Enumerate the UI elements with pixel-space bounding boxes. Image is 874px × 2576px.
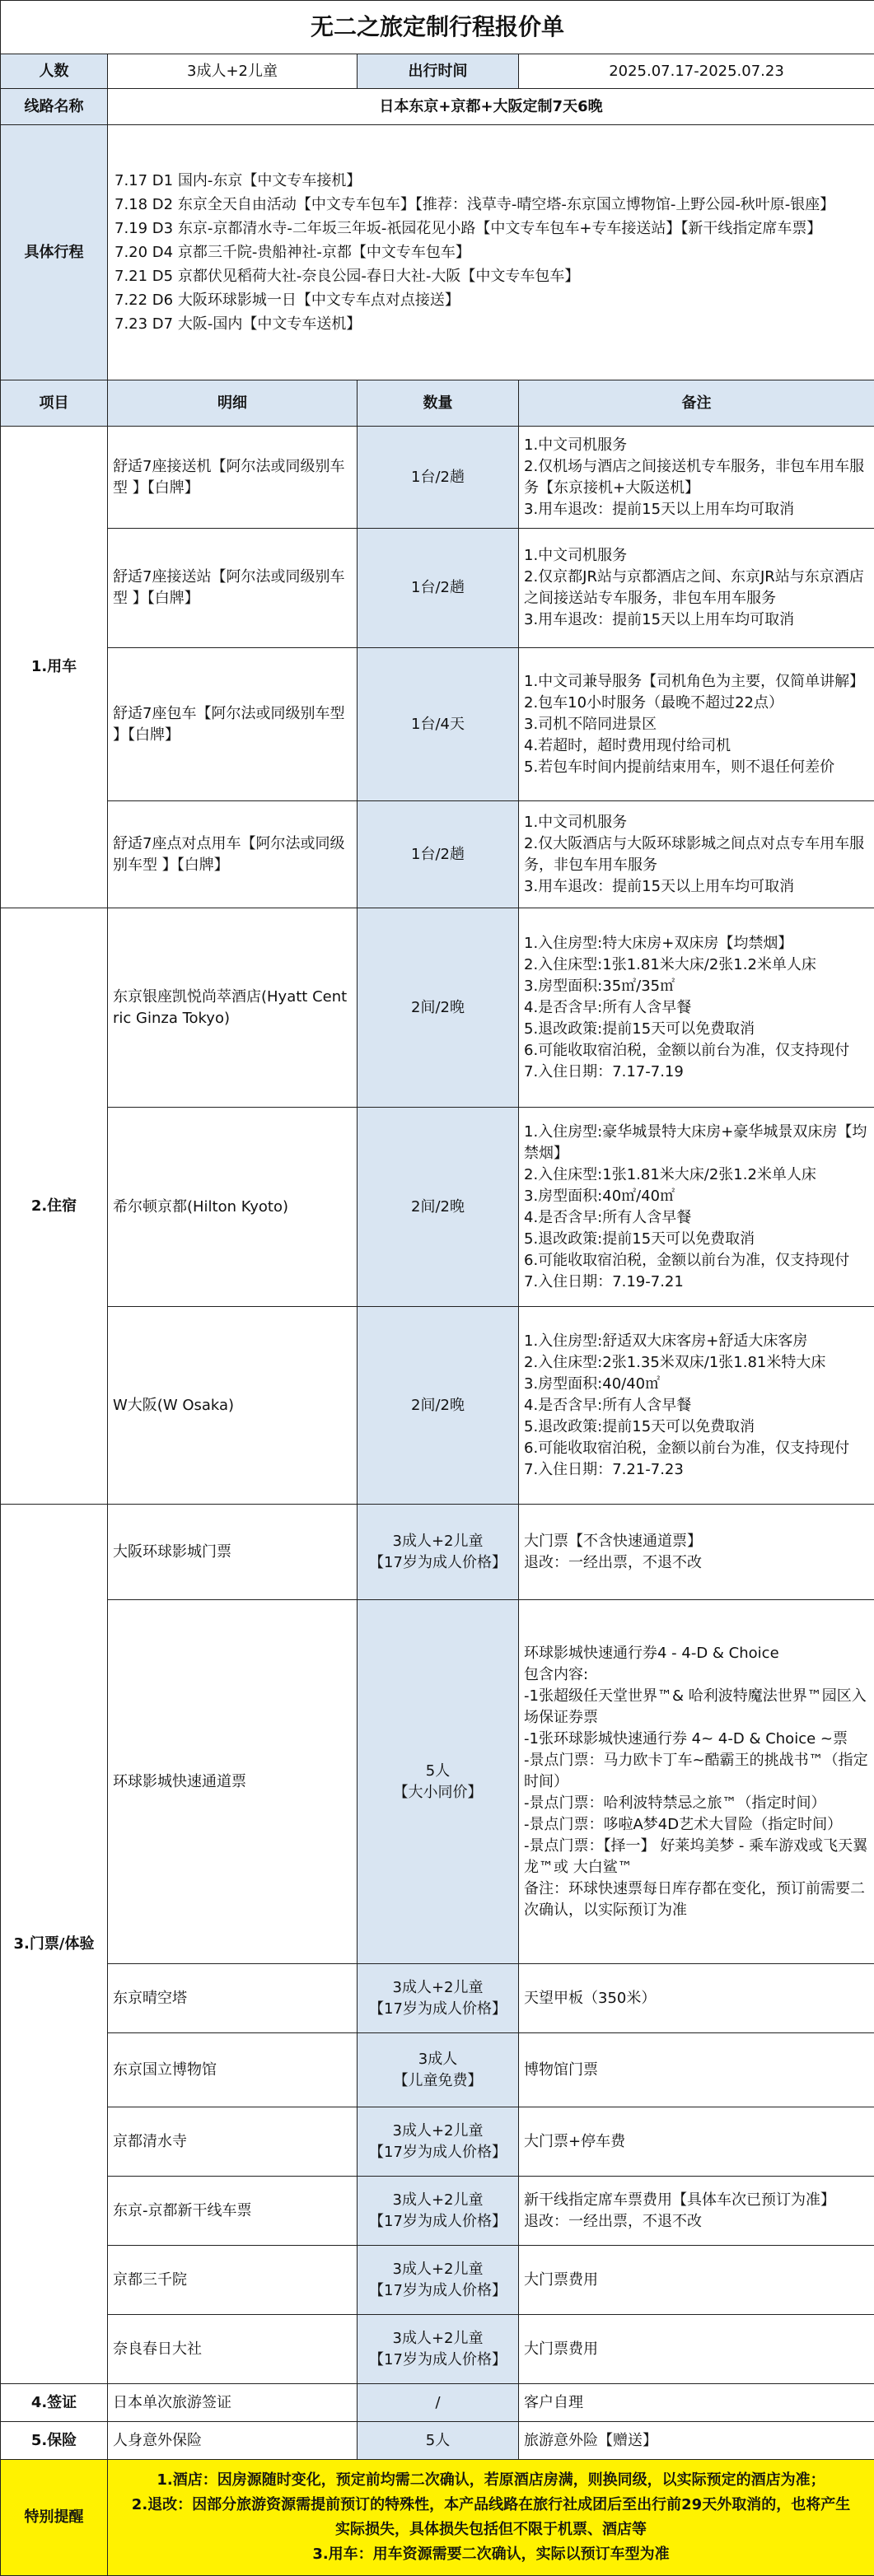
route-value: 日本东京+京都+大阪定制7天6晚 — [108, 89, 874, 125]
people-value: 3成人+2儿童 — [108, 54, 358, 89]
row-detail: 日本单次旅游签证 — [108, 2384, 358, 2422]
row-detail: 奈良春日大社 — [108, 2315, 358, 2384]
row-detail: 京都清水寺 — [108, 2107, 358, 2177]
header-detail: 明细 — [108, 380, 358, 427]
row-qty: 1台/2趟 — [358, 529, 519, 648]
row-detail: 东京国立博物馆 — [108, 2033, 358, 2107]
row-qty: 2间/2晚 — [358, 1108, 519, 1307]
table-row — [1, 2384, 874, 2422]
row-detail: 舒适7座点对点用车【阿尔法或同级别车型 】【白牌】 — [108, 801, 358, 908]
section-label-car: 1.用车 — [1, 427, 108, 908]
row-qty: 2间/2晚 — [358, 908, 519, 1108]
table-row — [1, 2246, 874, 2315]
row-detail: 环球影城快速通道票 — [108, 1600, 358, 1964]
table-row — [1, 2315, 874, 2384]
notice-label: 特别提醒 — [1, 2460, 108, 2576]
row-detail: 东京-京都新干线车票 — [108, 2177, 358, 2246]
section-label-visa: 4.签证 — [1, 2384, 108, 2422]
table-row — [1, 648, 874, 801]
table-row — [1, 427, 874, 529]
row-detail: 希尔顿京都(Hilton Kyoto) — [108, 1108, 358, 1307]
row-qty: 3成人+2儿童 【17岁为成人价格】 — [358, 2177, 519, 2246]
table-row — [1, 1108, 874, 1307]
row-remark: 大门票费用 — [519, 2315, 874, 2384]
table-row — [1, 1600, 874, 1964]
table-row — [1, 2033, 874, 2107]
itinerary-label: 具体行程 — [1, 125, 108, 380]
date-label: 出行时间 — [358, 54, 519, 89]
table-header-row — [1, 380, 874, 427]
header-item: 项目 — [1, 380, 108, 427]
row-detail: 东京晴空塔 — [108, 1964, 358, 2033]
row-detail: 京都三千院 — [108, 2246, 358, 2315]
table-row — [1, 529, 874, 648]
notice-row — [1, 2460, 874, 2576]
row-remark: 旅游意外险【赠送】 — [519, 2422, 874, 2460]
row-remark: 博物馆门票 — [519, 2033, 874, 2107]
row-qty: 5人 【大小同价】 — [358, 1600, 519, 1964]
row-qty: 1台/2趟 — [358, 427, 519, 529]
date-value: 2025.07.17-2025.07.23 — [519, 54, 874, 89]
row-qty: 3成人+2儿童 【17岁为成人价格】 — [358, 2315, 519, 2384]
row-remark: 大门票+停车费 — [519, 2107, 874, 2177]
table-row — [1, 2107, 874, 2177]
header-remark: 备注 — [519, 380, 874, 427]
section-label-tickets: 3.门票/体验 — [1, 1505, 108, 2384]
notice-text: 1.酒店：因房源随时变化，预定前均需二次确认，若原酒店房满，则换同级，以实际预定的酒店为准； 2.退改：因部分旅游资源需提前预订的特殊性，本产品线路在旅行社成团后至出行前29天外取消的，也将产生实际损失，具体损失包括但不限于机票、酒店等 3.用车：用车资源需要二次确认，实际以预订车型为准 — [108, 2460, 874, 2576]
row-remark: 1.中文司机服务 2.仅京都JR站与京都酒店之间、东京JR站与东京酒店之间接送站专车服务，非包车用车服务 3.用车退改：提前15天以上用车均可取消 — [519, 529, 874, 648]
table-row — [1, 1505, 874, 1600]
itinerary-text: 7.17 D1 国内-东京【中文专车接机】 7.18 D2 东京全天自由活动【中文专车包车】【推荐：浅草寺-晴空塔-东京国立博物馆-上野公园-秋叶原-银座】 7.19 D3 东京-京都清水寺-二年坂三年坂-祇园花见小路【中文专车包车+专车接送站】【新干线指定席车票】 7.20 D4 京都三千院-贵船神社-京都【中文专车包车】 7.21 D5 京都伏见稻荷大社-奈良公园-春日大社-大阪【中文专车包车】 7.22 D6 大阪环球影城一日【中文专车点对点接送】 7.23 D7 大阪-国内【中文专车送机】 — [108, 125, 874, 380]
row-remark: 1.入住房型:豪华城景特大床房+豪华城景双床房【均禁烟】 2.入住床型:1张1.81米大床/2张1.2米单人床 3.房型面积:40㎡/40㎡ 4.是否含早:所有人含早餐 5.退改政策:提前15天可以免费取消 6.可能收取宿泊税，金额以前台为准，仅支持现付 7.入住日期：7.19-7.21 — [519, 1108, 874, 1307]
row-remark: 大门票【不含快速通道票】 退改：一经出票，不退不改 — [519, 1505, 874, 1600]
row-qty: 5人 — [358, 2422, 519, 2460]
row-remark: 1.入住房型:特大床房+双床房【均禁烟】 2.入住床型:1张1.81米大床/2张1.2米单人床 3.房型面积:35㎡/35㎡ 4.是否含早:所有人含早餐 5.退改政策:提前15天可以免费取消 6.可能收取宿泊税，金额以前台为准，仅支持现付 7.入住日期：7.17-7.19 — [519, 908, 874, 1108]
row-remark: 环球影城快速通行券4 - 4-D & Choice 包含内容: -1张超级任天堂世界™& 哈利波特魔法世界™园区入场保证券票 -1张环球影城快速通行券 4~ 4-D & Choice ~票 -景点门票：马力欧卡丁车~酷霸王的挑战书™（指定时间） -景点门票：哈利波特禁忌之旅™（指定时间） -景点门票：哆啦A梦4D艺术大冒险（指定时间） -景点门票：【择一】 好莱坞美梦 - 乘车游戏或飞天翼龙™或 大白鲨™ 备注：环球快速票每日库存都在变化，预订前需要二次确认，以实际预订为准 — [519, 1600, 874, 1964]
row-qty: 3成人+2儿童 【17岁为成人价格】 — [358, 2246, 519, 2315]
row-qty: 3成人 【儿童免费】 — [358, 2033, 519, 2107]
row-remark: 1.入住房型:舒适双大床客房+舒适大床客房 2.入住床型:2张1.35米双床/1张1.81米特大床 3.房型面积:40/40㎡ 4.是否含早:所有人含早餐 5.退改政策:提前15天可以免费取消 6.可能收取宿泊税，金额以前台为准，仅支持现付 7.入住日期：7.21-7.23 — [519, 1307, 874, 1505]
page-title: 无二之旅定制行程报价单 — [1, 1, 874, 54]
row-qty: 3成人+2儿童 【17岁为成人价格】 — [358, 1964, 519, 2033]
row-remark: 新干线指定席车票费用【具体车次已预订为准】 退改：一经出票，不退不改 — [519, 2177, 874, 2246]
table-row — [1, 1307, 874, 1505]
row-detail: W大阪(W Osaka) — [108, 1307, 358, 1505]
row-qty: 1台/2趟 — [358, 801, 519, 908]
header-qty: 数量 — [358, 380, 519, 427]
row-qty: / — [358, 2384, 519, 2422]
row-qty: 1台/4天 — [358, 648, 519, 801]
people-label: 人数 — [1, 54, 108, 89]
row-remark: 1.中文司机服务 2.仅机场与酒店之间接送机专车服务，非包车用车服务【东京接机+大阪送机】 3.用车退改：提前15天以上用车均可取消 — [519, 427, 874, 529]
route-label: 线路名称 — [1, 89, 108, 125]
row-remark: 1.中文司兼导服务【司机角色为主要，仅简单讲解】 2.包车10小时服务（最晚不超过22点） 3.司机不陪同进景区 4.若超时，超时费用现付给司机 5.若包车时间内提前结束用车，则不退任何差价 — [519, 648, 874, 801]
row-remark: 客户自理 — [519, 2384, 874, 2422]
row-detail: 大阪环球影城门票 — [108, 1505, 358, 1600]
section-label-insurance: 5.保险 — [1, 2422, 108, 2460]
table-row — [1, 801, 874, 908]
row-qty: 3成人+2儿童 【17岁为成人价格】 — [358, 1505, 519, 1600]
table-row — [1, 2422, 874, 2460]
row-detail: 东京银座凯悦尚萃酒店(Hyatt Centric Ginza Tokyo) — [108, 908, 358, 1108]
row-qty: 2间/2晚 — [358, 1307, 519, 1505]
row-qty: 3成人+2儿童 【17岁为成人价格】 — [358, 2107, 519, 2177]
row-detail: 人身意外保险 — [108, 2422, 358, 2460]
row-detail: 舒适7座接送站【阿尔法或同级别车型 】【白牌】 — [108, 529, 358, 648]
section-label-hotel: 2.住宿 — [1, 908, 108, 1505]
row-detail: 舒适7座包车【阿尔法或同级别车型 】【白牌】 — [108, 648, 358, 801]
row-remark: 大门票费用 — [519, 2246, 874, 2315]
row-remark: 1.中文司机服务 2.仅大阪酒店与大阪环球影城之间点对点专车用车服务，非包车用车服务 3.用车退改：提前15天以上用车均可取消 — [519, 801, 874, 908]
row-remark: 天望甲板（350米） — [519, 1964, 874, 2033]
row-detail: 舒适7座接送机【阿尔法或同级别车型 】【白牌】 — [108, 427, 358, 529]
table-row — [1, 2177, 874, 2246]
table-row — [1, 1964, 874, 2033]
table-row — [1, 908, 874, 1108]
